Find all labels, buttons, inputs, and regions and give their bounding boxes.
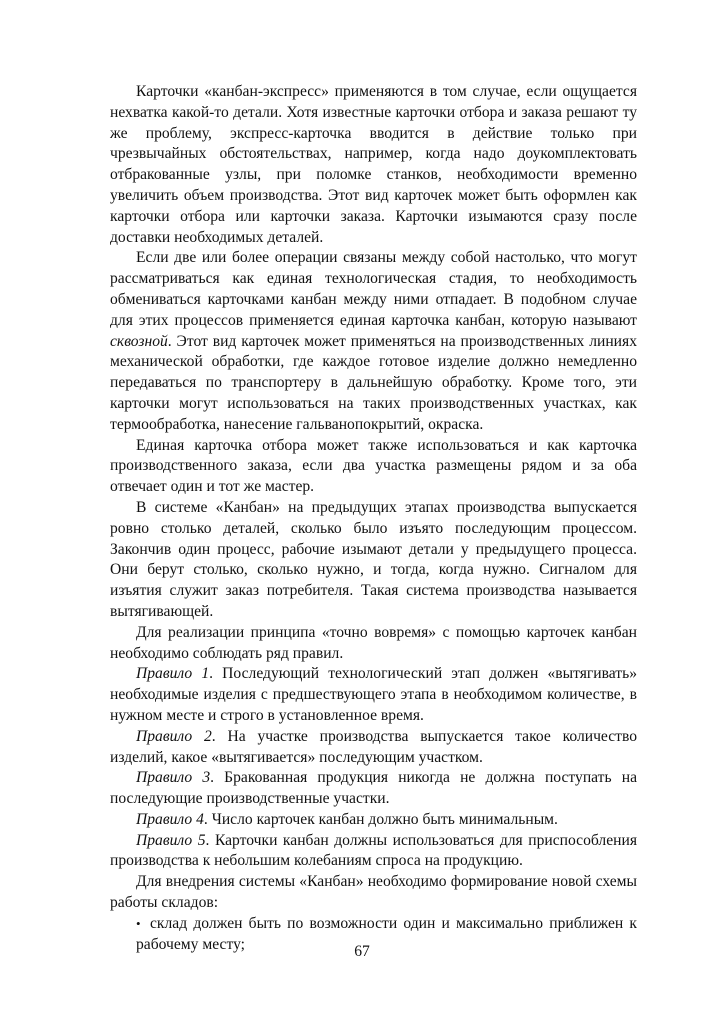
paragraph-pull-system: В системе «Канбан» на предыдущих этапах производства выпускается ровно столько деталей, сколько было изъято последующим процессом. Закончив один процесс, рабочие изымают детали у предыдущего процесса. Они берут столько, сколько нужно, и тогда, когда нужно. Сигналом для изъятия служит заказ потребителя. Такая система производства называется вытягивающей. [110, 498, 637, 620]
list-item-text: склад должен быть по возможности один и максимально приближен к рабочему месту; [136, 914, 637, 953]
rule-text: . Последующий технологический этап должен «вытягивать» необходимые изделия с предшествующего этапа в необходимом количестве, в нужном месте и строго в установленное время. [110, 665, 638, 724]
rule-label: Правило 5 [136, 831, 206, 849]
text-span: Если две или более операции связаны между собой настолько, что могут рассматриваться как единая технологическая стадия, то необходимость обмениваться карточками канбан между ними отпадает. В подобном случае для этих процессов применяется единая карточка канбан, которую называют [110, 249, 637, 329]
rule-label: Правило 4 [136, 810, 204, 828]
rule-text: . На участке производства выпускается такое количество изделий, какое «вытягивается» последующим участком. [110, 727, 638, 766]
paragraph-rule-2 [110, 727, 637, 769]
rule-text: . Бракованная продукция никогда не должна поступать на последующие производственные участки. [110, 769, 638, 808]
italic-term: сквозной [110, 332, 168, 350]
paragraph-single-selection-card: Единая карточка отбора может также использоваться и как карточка производственного заказа, если два участка размещены рядом и за оба отвечает один и тот же мастер. [110, 436, 637, 496]
page-number: 67 [354, 943, 370, 960]
body-text [110, 82, 637, 955]
paragraph-rules-intro: Для реализации принципа «точно вовремя» с помощью карточек канбан необходимо соблюдать ряд правил. [110, 623, 637, 662]
paragraph-rule-5 [110, 831, 637, 873]
rule-text: . Число карточек канбан должно быть минимальным. [203, 810, 558, 828]
text-span: . Этот вид карточек может применяться на производственных линиях механической обработки, где каждое готовое изделие должно немедленно передаваться по транспортеру в дальнейшую обработку. Кроме того, эти карточки могут использоваться на таких производственных участках, как термообработка, нанесение гальванопокрытий, окраска. [110, 332, 637, 433]
paragraph-rule-4 [110, 810, 637, 831]
paragraph-kanban-express: Карточки «канбан-экспресс» применяются в том случае, если ощущается нехватка какой-то детали. Хотя известные карточки отбора и заказа решают ту же проблему, экспресс-карточка вводится в действие только при чрезвычайных обстоятельствах, например, когда надо доукомплектовать отбракованные узлы, при поломке станков, необходимости временно увеличить объем производства. Этот вид карточек может быть оформлен как карточки отбора или карточки заказа. Карточки изымаются сразу после доставки необходимых деталей. [110, 83, 637, 246]
rule-text: . Карточки канбан должны использоваться для приспособления производства к небольшим колебаниям спроса на продукцию. [110, 831, 637, 870]
rule-label: Правило 3 [136, 769, 211, 787]
rule-label: Правило 1 [136, 665, 210, 683]
paragraph-rule-1 [110, 664, 637, 726]
rule-label: Правило 2 [136, 727, 212, 745]
paragraph-warehouse-intro: Для внедрения системы «Канбан» необходимо формирование новой схемы работы складов: [110, 873, 637, 912]
paragraph-rule-3 [110, 768, 637, 810]
paragraph-through-card [110, 248, 637, 435]
bullet-icon: • [136, 915, 141, 931]
